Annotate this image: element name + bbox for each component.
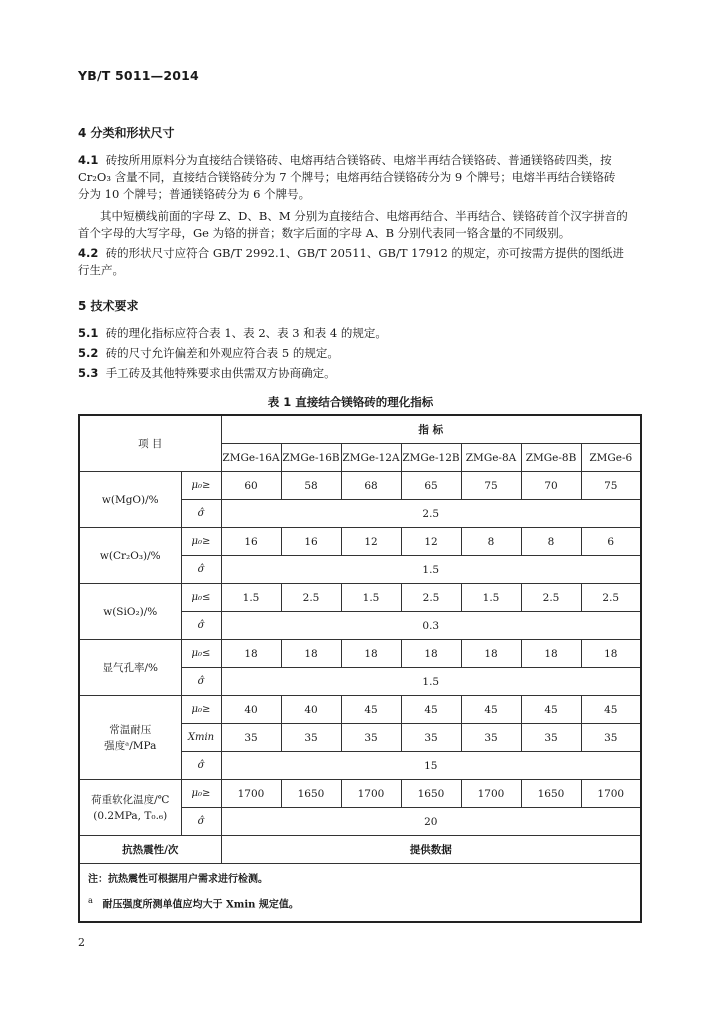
strength-label-line-1: 常温耐压 <box>109 723 152 736</box>
grade-cell: ZMGe-16A <box>221 444 281 472</box>
value-cell: 2.5 <box>581 584 641 612</box>
si-symbol: μ₀≤ <box>181 584 221 612</box>
note-2 <box>88 890 632 915</box>
refractoriness-label <box>79 780 181 836</box>
thermal-shock-row <box>79 836 641 864</box>
strength-row <box>79 696 641 724</box>
sigma-symbol: σ̂ <box>181 668 221 696</box>
value-cell: 8 <box>521 528 581 556</box>
value-cell: 68 <box>341 472 401 500</box>
value-cell: 2.5 <box>281 584 341 612</box>
para-text: 砖的形状尺寸应符合 GB/T 2992.1、GB/T 20511、GB/T 17912 的规定，亦可按需方提供的图纸进 <box>105 246 624 260</box>
para-number: 4.1 <box>78 153 99 167</box>
value-cell: 65 <box>401 472 461 500</box>
sigma-symbol: σ̂ <box>181 752 221 780</box>
value-cell: 35 <box>401 724 461 752</box>
grade-cell: ZMGe-8B <box>521 444 581 472</box>
value-cell: 60 <box>221 472 281 500</box>
item-header: 项 目 <box>79 415 221 472</box>
strength-label <box>79 696 181 780</box>
para-text: 手工砖及其他特殊要求由供需双方协商确定。 <box>105 366 336 380</box>
si-label: w(SiO₂)/% <box>79 584 181 640</box>
cr-label: w(Cr₂O₃)/% <box>79 528 181 584</box>
header-row-1 <box>79 415 641 444</box>
porosity-row <box>79 640 641 668</box>
value-cell: 18 <box>221 640 281 668</box>
value-cell: 1650 <box>521 780 581 808</box>
para-number: 5.2 <box>78 346 99 360</box>
para-5-3 <box>78 365 336 382</box>
index-header: 指 标 <box>221 415 641 444</box>
value-cell: 45 <box>341 696 401 724</box>
sigma-value: 1.5 <box>221 668 641 696</box>
refractoriness-row <box>79 780 641 808</box>
value-cell: 18 <box>401 640 461 668</box>
value-cell: 35 <box>221 724 281 752</box>
standard-header: YB/T 5011—2014 <box>78 68 199 83</box>
page-number: 2 <box>78 936 85 949</box>
para-4-1-line-1 <box>78 152 612 169</box>
para-number: 4.2 <box>78 246 99 260</box>
cr-symbol: μ₀≥ <box>181 528 221 556</box>
grade-cell: ZMGe-8A <box>461 444 521 472</box>
value-cell: 45 <box>401 696 461 724</box>
section-4-title: 4 分类和形状尺寸 <box>78 126 175 140</box>
para-5-1 <box>78 325 387 342</box>
value-cell: 1.5 <box>461 584 521 612</box>
value-cell: 1700 <box>341 780 401 808</box>
value-cell: 12 <box>341 528 401 556</box>
para-4-1b-line-1: 其中短横线前面的字母 Z、D、B、M 分别为直接结合、电熔再结合、半再结合、镁铬砖首个汉字拼音的 <box>100 209 628 223</box>
xmin-symbol: Xmin <box>181 724 221 752</box>
strength-symbol: μ₀≥ <box>181 696 221 724</box>
mgo-symbol: μ₀≥ <box>181 472 221 500</box>
si-row <box>79 584 641 612</box>
sigma-symbol: σ̂ <box>181 612 221 640</box>
grade-cell: ZMGe-16B <box>281 444 341 472</box>
table-notes <box>79 864 641 923</box>
thermal-shock-value: 提供数据 <box>221 836 641 864</box>
value-cell: 1650 <box>281 780 341 808</box>
value-cell: 40 <box>221 696 281 724</box>
value-cell: 45 <box>461 696 521 724</box>
para-text: 砖按所用原料分为直接结合镁铬砖、电熔再结合镁铬砖、电熔半再结合镁铬砖、普通镁铬砖四类，按 <box>105 153 612 167</box>
value-cell: 18 <box>341 640 401 668</box>
value-cell: 18 <box>281 640 341 668</box>
cr-row <box>79 528 641 556</box>
value-cell: 35 <box>281 724 341 752</box>
grade-cell: ZMGe-12A <box>341 444 401 472</box>
notes-row <box>79 864 641 923</box>
note-1: 注：抗热震性可根据用户需求进行检测。 <box>88 874 268 885</box>
sigma-symbol: σ̂ <box>181 500 221 528</box>
value-cell: 35 <box>341 724 401 752</box>
refractoriness-label-line-1: 荷重软化温度/℃ <box>91 793 170 806</box>
section-5-title: 5 技术要求 <box>78 299 139 313</box>
value-cell: 35 <box>521 724 581 752</box>
value-cell: 2.5 <box>401 584 461 612</box>
para-4-2-line-2: 行生产。 <box>78 263 124 277</box>
value-cell: 8 <box>461 528 521 556</box>
value-cell: 1700 <box>461 780 521 808</box>
porosity-label: 显气孔率/% <box>79 640 181 696</box>
grade-cell: ZMGe-12B <box>401 444 461 472</box>
value-cell: 45 <box>581 696 641 724</box>
sigma-value: 20 <box>221 808 641 836</box>
value-cell: 35 <box>461 724 521 752</box>
value-cell: 1650 <box>401 780 461 808</box>
value-cell: 6 <box>581 528 641 556</box>
value-cell: 40 <box>281 696 341 724</box>
sigma-value: 15 <box>221 752 641 780</box>
value-cell: 18 <box>461 640 521 668</box>
grade-cell: ZMGe-6 <box>581 444 641 472</box>
sigma-value: 2.5 <box>221 500 641 528</box>
value-cell: 16 <box>221 528 281 556</box>
sigma-value: 0.3 <box>221 612 641 640</box>
value-cell: 18 <box>521 640 581 668</box>
table-caption: 表 1 直接结合镁铬砖的理化指标 <box>267 395 434 409</box>
value-cell: 1.5 <box>341 584 401 612</box>
para-number: 5.1 <box>78 326 99 340</box>
value-cell: 45 <box>521 696 581 724</box>
value-cell: 2.5 <box>521 584 581 612</box>
properties-table <box>78 414 642 923</box>
value-cell: 1.5 <box>221 584 281 612</box>
para-text: 砖的尺寸允许偏差和外观应符合表 5 的规定。 <box>105 346 339 360</box>
mgo-row <box>79 472 641 500</box>
para-4-1-line-3: 分为 10 个牌号；普通镁铬砖分为 6 个牌号。 <box>78 187 311 201</box>
value-cell: 1700 <box>581 780 641 808</box>
value-cell: 35 <box>581 724 641 752</box>
refractoriness-symbol: μ₀≥ <box>181 780 221 808</box>
value-cell: 75 <box>581 472 641 500</box>
value-cell: 75 <box>461 472 521 500</box>
note-2-text: 耐压强度所测单值应均大于 Xmin 规定值。 <box>102 899 299 911</box>
value-cell: 70 <box>521 472 581 500</box>
para-number: 5.3 <box>78 366 99 380</box>
sigma-value: 1.5 <box>221 556 641 584</box>
para-4-1b-line-2: 首个字母的大写字母，Ge 为铬的拼音；数字后面的字母 A、B 分别代表同一铬含量的不同级别。 <box>78 226 571 240</box>
value-cell: 16 <box>281 528 341 556</box>
para-text: 砖的理化指标应符合表 1、表 2、表 3 和表 4 的规定。 <box>105 326 387 340</box>
note-2-mark: a <box>88 895 93 905</box>
refractoriness-label-line-2: (0.2MPa, T₀.₆) <box>93 809 168 822</box>
value-cell: 12 <box>401 528 461 556</box>
value-cell: 18 <box>581 640 641 668</box>
para-4-2-line-1 <box>78 245 624 262</box>
value-cell: 58 <box>281 472 341 500</box>
sigma-symbol: σ̂ <box>181 808 221 836</box>
mgo-label: w(MgO)/% <box>79 472 181 528</box>
porosity-symbol: μ₀≤ <box>181 640 221 668</box>
value-cell: 1700 <box>221 780 281 808</box>
thermal-shock-label: 抗热震性/次 <box>79 836 221 864</box>
sigma-symbol: σ̂ <box>181 556 221 584</box>
para-5-2 <box>78 345 339 362</box>
strength-label-line-2: 强度ᵃ/MPa <box>104 739 157 752</box>
para-4-1-line-2: Cr₂O₃ 含量不同，直接结合镁铬砖分为 7 个牌号；电熔再结合镁铬砖分为 9 个牌号；电熔半再结合镁铬砖 <box>78 170 616 184</box>
